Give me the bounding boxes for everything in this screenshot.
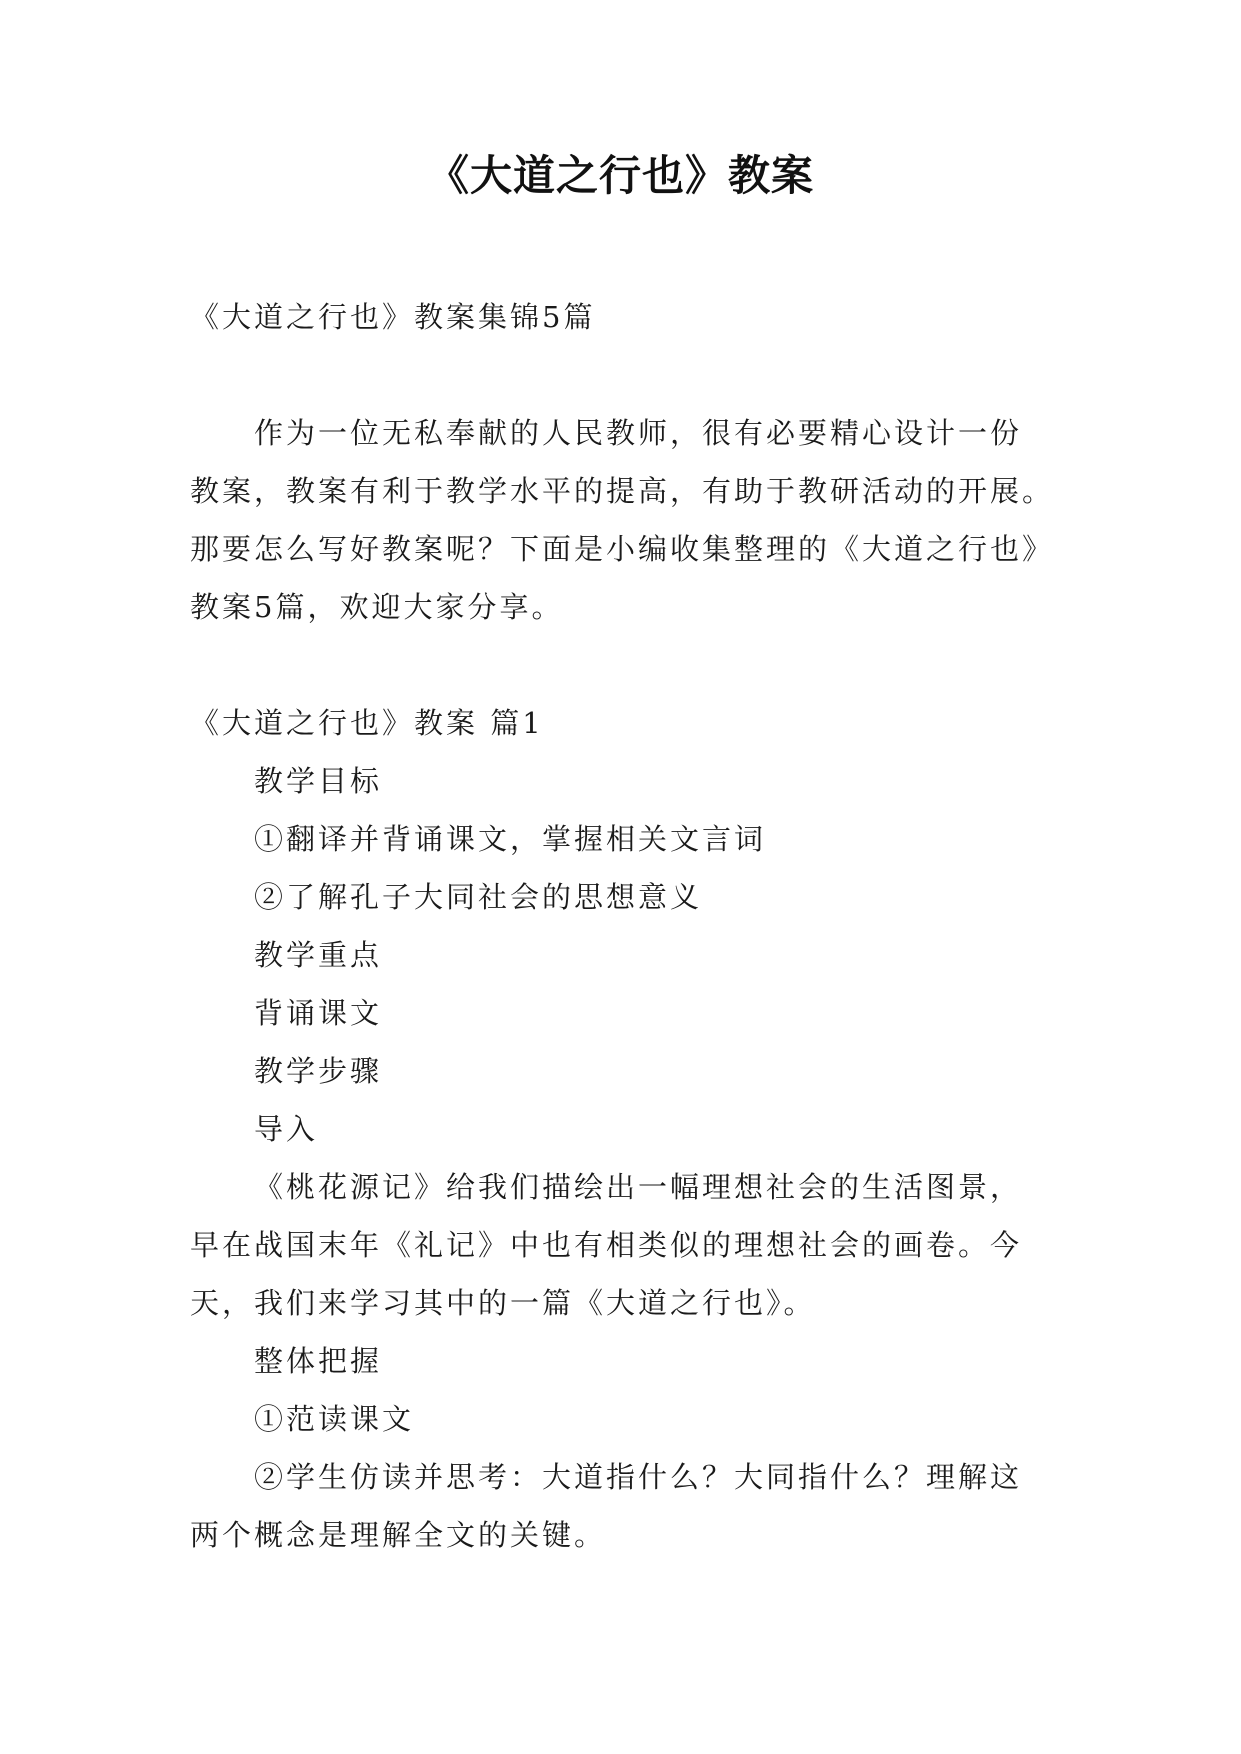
paragraph-line: ②学生仿读并思考：大道指什么？大同指什么？理解这 (254, 1460, 1023, 1494)
outline-item: 背诵课文 (254, 996, 383, 1030)
question-paragraph (190, 1448, 1060, 1564)
lead-in-paragraph (190, 1158, 1060, 1332)
spacer (190, 636, 1060, 694)
paragraph-line: 早在战国末年《礼记》中也有相类似的理想社会的画卷。今 (190, 1228, 1023, 1262)
outline-item: 导入 (254, 1112, 319, 1146)
intro-paragraph (190, 404, 1060, 636)
paragraph-line: 教案5篇，欢迎大家分享。 (190, 590, 564, 624)
spacer (190, 346, 1060, 404)
outline-item: 教学步骤 (254, 1054, 383, 1088)
paragraph-line: 天，我们来学习其中的一篇《大道之行也》。 (190, 1286, 816, 1320)
outline-item: ②了解孔子大同社会的思想意义 (254, 880, 703, 914)
overview-section (190, 1332, 1060, 1448)
document-body (190, 288, 1060, 1564)
paragraph-line: 作为一位无私奉献的人民教师，很有必要精心设计一份 (254, 416, 1023, 450)
lesson-outline (190, 752, 1060, 1158)
outline-item: 教学目标 (254, 764, 383, 798)
outline-item: 整体把握 (254, 1344, 383, 1378)
outline-item: ①范读课文 (254, 1402, 415, 1436)
paragraph-line: 《桃花源记》给我们描绘出一幅理想社会的生活图景， (254, 1170, 1023, 1204)
section-heading: 《大道之行也》教案 篇1 (190, 706, 544, 740)
paragraph-line: 两个概念是理解全文的关键。 (190, 1518, 607, 1552)
paragraph-line: 那要怎么写好教案呢？下面是小编收集整理的《大道之行也》 (190, 532, 1055, 566)
document-title: 《大道之行也》教案 (426, 151, 814, 200)
collection-subtitle: 《大道之行也》教案集锦5篇 (190, 300, 596, 334)
outline-item: 教学重点 (254, 938, 383, 972)
paragraph-line: 教案，教案有利于教学水平的提高，有助于教研活动的开展。 (190, 474, 1055, 508)
outline-item: ①翻译并背诵课文，掌握相关文言词 (254, 822, 767, 856)
